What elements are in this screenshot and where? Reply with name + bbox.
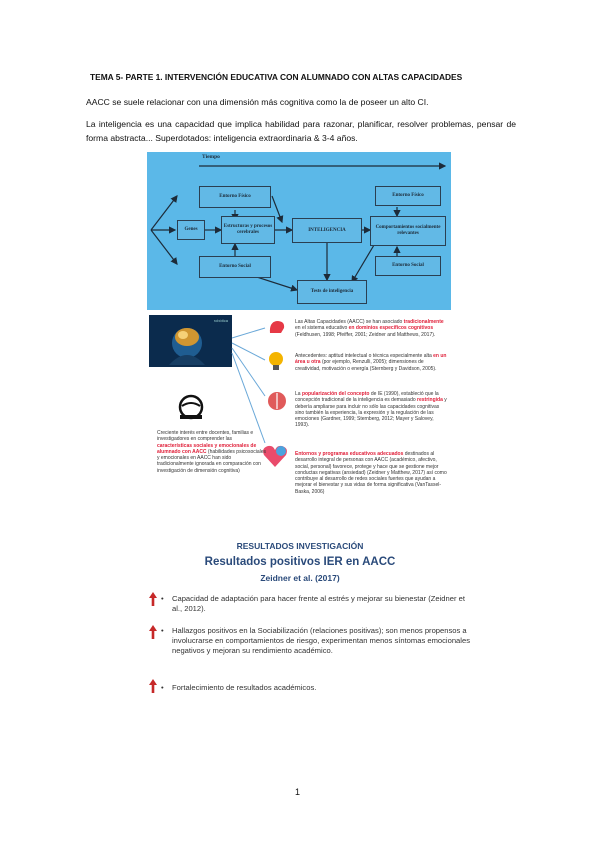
head-idea-icon: [267, 318, 287, 334]
result-item-1: • Capacidad de adaptación para hacer frente al estrés y mejorar su bienestar (Zeidner et al., 2012).: [161, 594, 465, 613]
lightbulb-icon: [267, 351, 285, 371]
results-reference: Zeidner et al. (2017): [260, 573, 340, 583]
box-entorno-fisico-right: Entorno Físico: [375, 186, 441, 206]
paragraph-definition: La inteligencia es una capacidad que implica habilidad para razonar, planificar, resolver problemas, pensar de forma abstracta... Superdotados: inteligencia extraordinaria & 3-4 años.: [86, 119, 516, 143]
results-heading: RESULTADOS INVESTIGACIÓN: [236, 541, 364, 551]
bullet-icon: •: [161, 683, 164, 692]
brain-photo: [149, 315, 232, 367]
paragraph-intro: AACC se suele relacionar con una dimensión más cognitiva como la de poseer un alto CI.: [86, 97, 429, 107]
left-note: Creciente interés entre docentes, familias e investigadores en comprender las características sociales y emocionales de alumnado con AACC (habilidades psicosociales y emocionales en AACC han sido tradicionalmente ignorada en comparación con investigación de dimensión cognitiva): [157, 430, 267, 474]
bullet-icon: •: [161, 594, 164, 603]
up-arrow-icon: [148, 678, 158, 694]
results-subheading: Resultados positivos IER en AACC: [204, 556, 396, 568]
brain-icon: [267, 391, 287, 411]
box-genes: Genes: [177, 220, 205, 240]
box-entorno-fisico-left: Entorno Físico: [199, 186, 271, 208]
info-item-3: La popularización del concepto de IE (1990), estableció que la concepción tradicional de la inteligencia es demasiado restringida y debería ampliarse para incluir no sólo las capacidades cognitivas sino también la experiencia, la expresión y la regulación de las emociones (Gardner, 1999; Sternberg, 2012; Mayer y Salovey, 1993).: [295, 391, 447, 429]
up-arrow-icon: [148, 591, 158, 607]
box-tests: Tests de inteligencia: [297, 280, 367, 304]
box-entorno-social-left: Entorno Social: [199, 256, 271, 278]
result-item-3: • Fortalecimiento de resultados académicos.: [161, 683, 317, 692]
bullet-icon: •: [161, 626, 164, 635]
box-inteligencia: INTELIGENCIA: [292, 218, 362, 243]
page-number: 1: [295, 787, 301, 797]
info-item-1: Las Altas Capacidades (AACC) se han asociado tradicionalmente en el sistema educativo en dominios específicos cognitivos (Feldhusen, 1998; Pfeiffer, 2001; Zeidner and Matthews, 2017).: [295, 319, 444, 338]
infographic-arrows: [227, 318, 277, 448]
result-item-2: • Hallazgos positivos en la Sociabilización (relaciones positivas); son menos propensos a involucrarse en comportamientos de riesgo, experimentan menos síntomas emocionales negativos y mejoran su rendimiento académico.: [161, 626, 470, 655]
box-entorno-social-right: Entorno Social: [375, 256, 441, 276]
photo-caption: robótica: [213, 318, 228, 323]
up-arrow-icon: [148, 624, 158, 640]
time-label: Tiempo: [202, 154, 220, 160]
helmet-icon: [177, 393, 205, 421]
info-item-4: Entornos y programas educativos adecuados destinados al desarrollo integral de personas con AACC (académico, afectivo, social, personal) favorece, protege y hace que se gestione mejor conductas negativas (ansiedad) (Zeidner y Matthew, 2017) así como contribuye al desarrollo de redes sociales fuertes que ayudan a mejorar el bienestar y sus vidas de forma significativa (VanTassel-Baska, 2006): [295, 451, 447, 495]
aacc-infographic: [147, 313, 450, 528]
intelligence-diagram: [147, 152, 451, 310]
box-comportamientos: Comportamientos socialmente relevantes: [370, 216, 446, 246]
info-item-2: Antecedentes: aptitud intelectual o técnica especialmente alta en un área u otra (por ejemplo, Renzulli, 2005); dimensiones de creatividad, motivación o energía (Sternberg y Davidson, 2005).: [295, 353, 447, 372]
document-title: TEMA 5- PARTE 1. INTERVENCIÓN EDUCATIVA CON ALUMNADO CON ALTAS CAPACIDADES: [90, 72, 463, 82]
box-estructuras: Estructuras y procesos cerebrales: [221, 216, 275, 244]
